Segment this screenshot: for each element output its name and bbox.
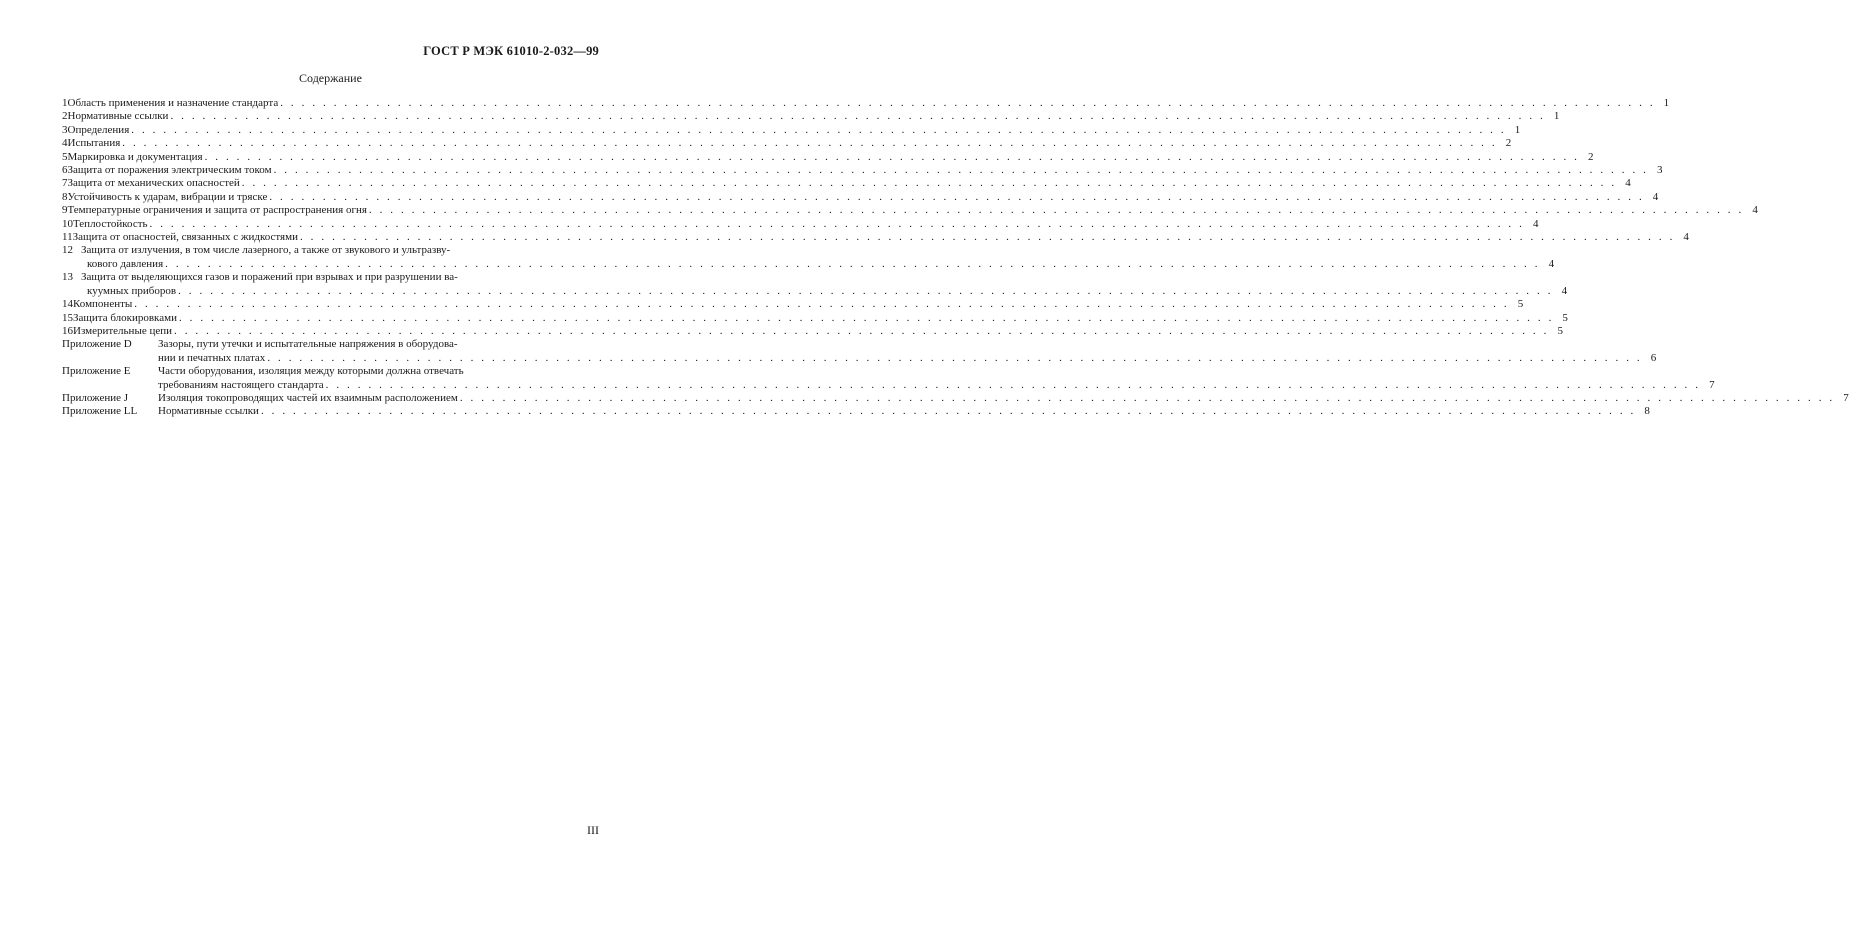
toc-appendix — [62, 338, 1657, 365]
toc-appendix-title: Изоляция токопроводящих частей их взаимным расположением — [158, 391, 458, 404]
document-code: ГОСТ Р МЭК 61010-2-032—99 — [423, 44, 599, 58]
toc-entry — [62, 137, 1512, 150]
page-number: III — [587, 823, 599, 837]
toc-entry — [62, 150, 1594, 164]
toc-appendix-page: 6 — [1650, 351, 1657, 364]
toc-entry-title: Защита от выделяющихся газов и поражений при взрывах и при разрушении ва- — [81, 271, 458, 284]
dot-leader — [134, 298, 1509, 311]
dot-leader — [150, 218, 1525, 231]
toc-appendix-label: Приложение J — [62, 391, 129, 404]
toc-appendix-page: 7 — [1709, 378, 1715, 391]
toc-entry-number: 11 — [62, 231, 73, 244]
toc-appendix — [62, 405, 1650, 418]
dot-leader — [205, 151, 1580, 164]
dot-leader — [122, 137, 1497, 150]
toc-entry — [62, 298, 1524, 311]
toc-entry-title: Определения — [67, 123, 130, 136]
toc-entry-page: 4 — [1561, 284, 1568, 297]
toc-sections — [62, 97, 1758, 338]
toc-entry-title: Температурные ограничения и защита от распространения огня — [67, 204, 367, 217]
toc-entry-page: 5 — [1557, 324, 1563, 337]
dot-leader — [267, 352, 1642, 365]
toc-entry-page: 1 — [1514, 123, 1521, 136]
toc-entry-number: 13 — [62, 271, 73, 284]
toc-entry-title: Устойчивость к ударам, вибрации и тряске — [67, 190, 268, 203]
toc-entry-page: 4 — [1532, 217, 1539, 230]
toc-entry-page: 4 — [1625, 177, 1631, 190]
dot-leader — [280, 97, 1655, 110]
toc-entry-number: 5 — [62, 150, 68, 163]
dot-leader — [178, 285, 1553, 298]
dot-leader — [269, 191, 1644, 204]
toc-appendix-label: Приложение E — [62, 365, 131, 378]
toc-appendix-title: нии и печатных платах — [158, 351, 266, 364]
toc-appendix — [62, 391, 1849, 405]
dot-leader — [170, 110, 1545, 123]
toc-entry — [62, 97, 1670, 110]
toc-entry-page: 4 — [1683, 231, 1689, 244]
toc-entry-number: 6 — [62, 164, 68, 177]
toc-entry-title: куумных приборов — [87, 284, 177, 297]
toc-entry — [62, 257, 1555, 271]
toc-entry-title: Маркировка и документация — [67, 150, 203, 163]
toc-entry-number: 10 — [62, 217, 73, 230]
toc-entry-page: 1 — [1553, 110, 1560, 123]
toc-entry-title: Компоненты — [73, 298, 133, 311]
toc-entry — [62, 231, 1689, 244]
toc-entry-number: 14 — [62, 298, 73, 311]
toc-entry-title: Измерительные цепи — [73, 324, 173, 337]
toc-appendix-title: требованиям настоящего стандарта — [158, 378, 324, 391]
toc-entry-page: 3 — [1657, 164, 1663, 177]
toc-entry-number: 16 — [62, 324, 73, 337]
toc-entry-page: 4 — [1752, 204, 1758, 217]
toc-entry-number: 3 — [62, 123, 68, 136]
toc-entry — [62, 324, 1563, 338]
dot-leader — [242, 177, 1617, 190]
toc-entry-number: 15 — [62, 311, 73, 324]
toc-entry-title: Нормативные ссылки — [67, 110, 169, 123]
toc-entry-page: 2 — [1588, 150, 1594, 163]
toc-entry-title: Защита блокировками — [73, 311, 177, 324]
dot-leader — [460, 392, 1835, 405]
toc-entry-page: 4 — [1652, 190, 1659, 203]
toc-entry-title: Испытания — [67, 137, 121, 150]
toc-entry — [62, 271, 598, 284]
toc-appendix-title: Нормативные ссылки — [158, 405, 259, 418]
toc-appendix-label: Приложение D — [62, 338, 132, 351]
dot-leader — [261, 405, 1636, 418]
toc-entry-number: 9 — [62, 204, 68, 217]
toc-entry — [62, 123, 1521, 137]
toc-entry-page: 5 — [1562, 311, 1568, 324]
dot-leader — [326, 379, 1701, 392]
toc-entry-title: Область применения и назначение стандарта — [67, 97, 279, 109]
toc-appendix-page: 7 — [1843, 391, 1849, 404]
toc-entry-page: 4 — [1548, 257, 1555, 270]
toc-appendix-page: 8 — [1644, 405, 1650, 418]
toc-entry-number: 8 — [62, 190, 68, 203]
toc-entry-number: 1 — [62, 97, 68, 109]
dot-leader — [274, 164, 1649, 177]
table-of-contents — [62, 97, 1849, 419]
toc-entry-number: 7 — [62, 177, 68, 190]
toc-entry-title: Теплостойкость — [73, 217, 148, 230]
toc-entry-title: Защита от механических опасностей — [67, 177, 240, 190]
toc-appendices — [62, 338, 1849, 418]
toc-entry-page: 1 — [1663, 97, 1670, 109]
toc-entry-page: 5 — [1517, 298, 1524, 311]
toc-entry — [62, 284, 1568, 298]
toc-entry-title: Защита от излучения, в том числе лазерного, а также от звукового и ультразву- — [81, 244, 451, 257]
dot-leader — [174, 325, 1549, 338]
toc-entry-number: 12 — [62, 244, 73, 257]
toc-appendix-title: Части оборудования, изоляция между которыми должна отвечать — [158, 365, 464, 378]
toc-entry — [62, 244, 598, 257]
toc-entry — [62, 311, 1568, 325]
toc-appendix-label: Приложение LL — [62, 405, 138, 418]
dot-leader — [300, 231, 1675, 244]
toc-entry — [62, 204, 1758, 217]
dot-leader — [165, 258, 1540, 271]
toc-entry — [62, 177, 1631, 190]
dot-leader — [369, 204, 1744, 217]
toc-entry — [62, 164, 1663, 177]
toc-entry-page: 2 — [1505, 137, 1512, 150]
toc-entry-title: кового давления — [87, 257, 164, 270]
toc-entry — [62, 190, 1659, 204]
toc-entry — [62, 217, 1539, 231]
toc-entry-number: 2 — [62, 110, 68, 123]
dot-leader — [179, 312, 1554, 325]
toc-entry — [62, 110, 1560, 123]
toc-entry-title: Защита от поражения электрическим током — [67, 164, 272, 177]
toc-entry-title: Защита от опасностей, связанных с жидкостями — [72, 231, 298, 244]
toc-appendix — [62, 365, 1715, 392]
dot-leader — [131, 124, 1506, 137]
toc-title: Содержание — [299, 71, 362, 85]
toc-entry-number: 4 — [62, 137, 68, 150]
toc-appendix-title: Зазоры, пути утечки и испытательные напряжения в оборудова- — [158, 338, 458, 351]
